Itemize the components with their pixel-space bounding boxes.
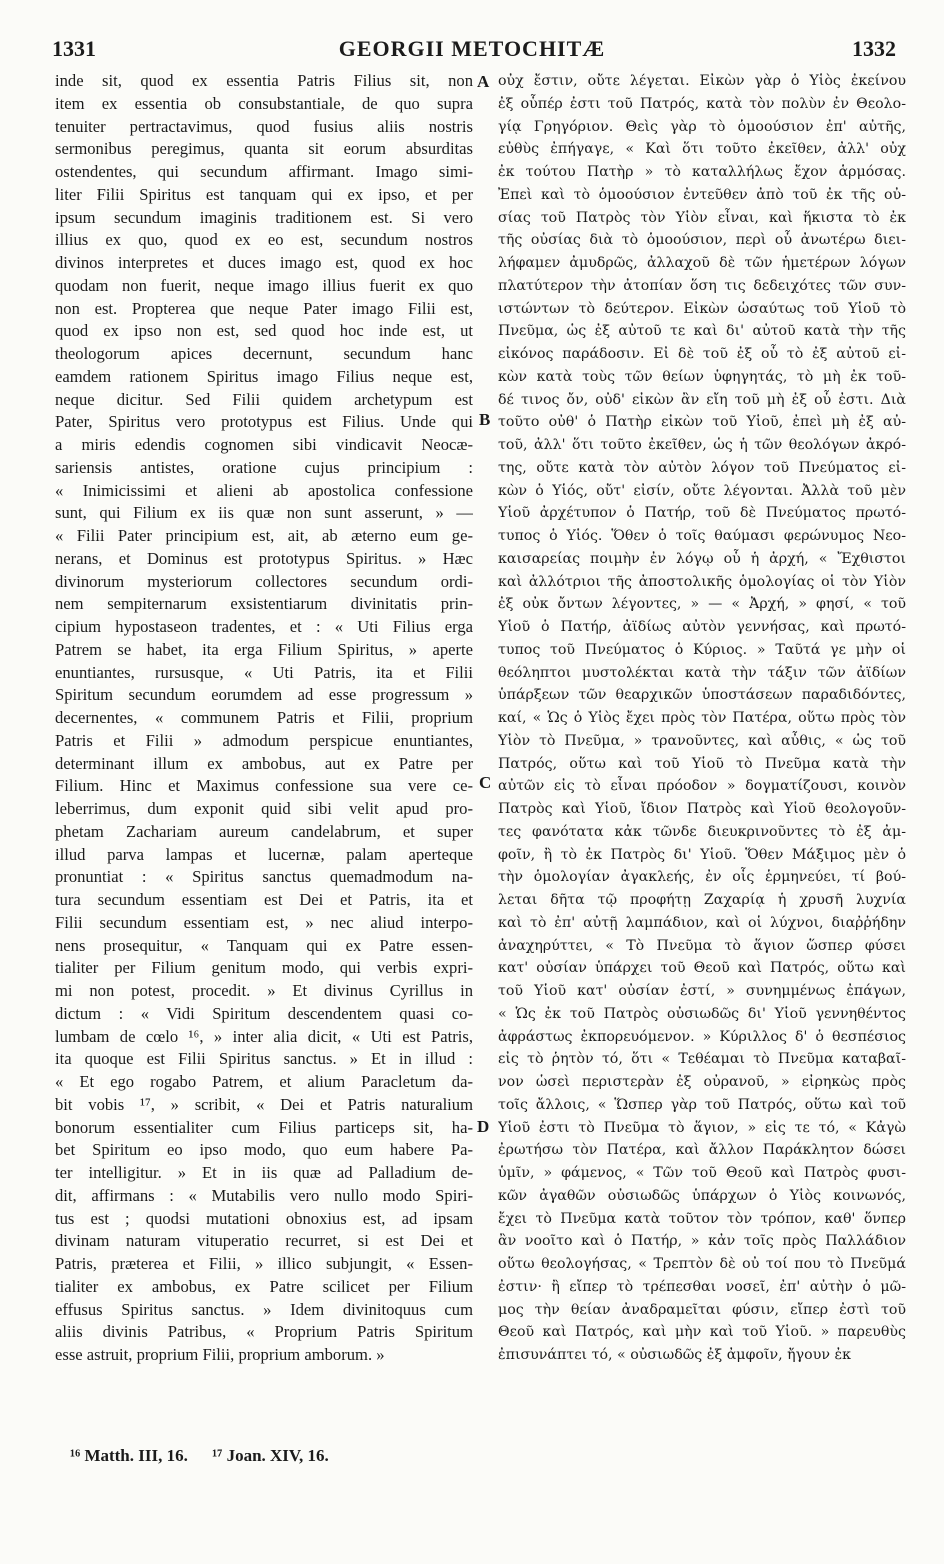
greek-text-line: κὼν κατὰ τοὺς τῶν θείων ὑφηγητάς, τὸ μὴ ἐκ τοῦ-: [498, 368, 906, 385]
greek-text-line: κῶν ἀγαθῶν οὐσιωδῶς ὑπάρχων ὁ Υἱὸς κοινωνός,: [498, 1187, 906, 1204]
latin-text-line: ter intelligitur. » Et in iis quæ ad Palladium de-: [55, 1163, 473, 1182]
page-number-left: 1331: [52, 36, 96, 61]
greek-text-line: Υἱοῦ ἀρχέτυπον ὁ Πατήρ, τοῦ δὲ Πνεύματος πρωτό-: [498, 505, 906, 522]
latin-text-line: mi non potest, procedit. » Et divinus Cyrillus in: [55, 981, 473, 1000]
greek-text-line: εὐθὺς ἐπήγαγε, « Καὶ ὅτι τοῦτο ἐκεῖθεν, ἀλλ' οὐχ: [498, 141, 906, 158]
latin-text-line: « Et ego rogabo Patrem, et alium Paracletum da-: [55, 1072, 473, 1091]
greek-text-line: ἐστιν· ἢ εἴπερ τὸ τρέπεσθαι νοσεῖ, ἐπ' αὐτὴν ὁ μῶ-: [498, 1278, 906, 1295]
latin-text-line: esse astruit, proprium Filii, proprium amborum. »: [55, 1345, 385, 1364]
greek-text-line: τῆς οὐσίας διὰ τὸ ὁμοούσιον, περὶ οὗ ἀνωτέρω διει-: [498, 232, 906, 249]
latin-text-line: determinant illum ex ambobus, aut ex Patre per: [55, 753, 473, 773]
greek-text-line: ἔχει τὸ Πνεῦμα κατὰ τοῦτον τὸν τρόπον, καθ' ὅνπερ: [498, 1210, 906, 1227]
greek-text-line: οὐχ ἔστιν, οὔτε λέγεται. Εἰκὼν γὰρ ὁ Υἱὸς ἐκείνου: [498, 73, 906, 89]
greek-text-line: « Ὡς ἐκ τοῦ Πατρὸς οὐσιωδῶς δι' Υἱοῦ γεννηθέντος: [498, 1005, 906, 1022]
greek-text-line: τυπος τοῦ Πνεύματος ὁ Κύριος. » Ταῦτά γε μὴν οἱ: [498, 641, 906, 658]
latin-text-line: tialiter per Filium genitum modo, qui verbis expri-: [55, 958, 473, 978]
greek-text-line: ἐπισυνάπτει τό, « οὐσιωδῶς ἐξ ἀμφοῖν, ἤγουν ἐκ: [498, 1347, 851, 1363]
greek-text-line: μος τὴν θείαν ἀναδραμεῖται φύσιν, εἴπερ ἐστὶ τοῦ: [498, 1301, 906, 1318]
latin-text-line: nerans, et Dominus est prototypus Spiritus. » Hæc: [55, 548, 473, 568]
greek-text-line: τοῦ, ἀλλ' ὅτι τοῦτο ἐκεῖθεν, ὡς ἡ τῶν θεολόγων ἀκρό-: [498, 437, 906, 453]
latin-text-line: pronuntiat : « Spiritus sanctus quemadmodum na-: [55, 867, 473, 887]
latin-text-line: leberrimus, dum exponit quid sibi velit apud pro-: [55, 799, 473, 818]
greek-text-line: καὶ τὸ ἐπ' αὐτῇ λαμπάδιον, καὶ οἱ λύχνοι, διαῤῥήδην: [498, 914, 906, 931]
greek-text-line: της, οὔτε κατὰ τὸν αὐτὸν λόγον τοῦ Πνεύματος εἰ-: [498, 459, 906, 476]
section-marker-d: D: [477, 1117, 490, 1136]
latin-text-line: bonorum essentialiter cum Filius particeps sit, ha-: [55, 1117, 473, 1137]
latin-text-line: decernentes, « communem Patris et Filii, proprium: [55, 708, 473, 727]
running-title: GEORGII METOCHITÆ: [338, 36, 606, 61]
greek-text-line: νον ὡσεὶ περιστερὰν ἐξ οὐρανοῦ, » εἰρηκὼς πρὸς: [498, 1074, 906, 1090]
latin-text-line: Patrem se habet, ita erga Filium Spiritus, » aperte: [55, 639, 473, 659]
greek-text-line: καὶ ἀλλότριοι τῆς ἀποστολικῆς ὁμολογίας οἱ τὸν Υἱὸν: [498, 573, 906, 590]
section-marker-c: C: [479, 773, 492, 792]
greek-text-line: τοῦτο οὐθ' ὁ Πατὴρ εἰκὼν τοῦ Υἱοῦ, ἐπεὶ μὴ ἐξ αὐ-: [498, 414, 906, 431]
latin-text-line: Patris et Filii » admodum perspicue enuntiantes,: [55, 730, 473, 750]
greek-text-line: ἂν νοοῖτο καὶ ὁ Πατήρ, » κἀν τοῖς πρὸς Παλλάδιον: [498, 1233, 906, 1250]
greek-text-line: λεται δῆτα τῷ προφήτῃ Ζαχαρίᾳ ἡ χρυσῆ λυχνία: [498, 892, 906, 908]
latin-text-line: nens prosequitur, « Tanquam qui ex Patre essen-: [55, 935, 473, 955]
latin-text-line: divinam naturam vituperatio recurret, si est Dei et: [55, 1231, 473, 1251]
section-marker-a: A: [477, 72, 490, 91]
greek-text-line: ὑμῖν, » φάμενος, « Τῶν τοῦ Θεοῦ καὶ Πατρὸς φυσι-: [498, 1165, 906, 1181]
greek-text-line: καί, « Ὡς ὁ Υἱὸς ἔχει πρὸς τὸν Πατέρα, οὕτω πρὸς τὸν: [498, 710, 906, 726]
greek-text-line: τοῦ Υἱοῦ κατ' οὐσίαν ἐστί, » συνημμένως ἐπάγων,: [498, 983, 906, 999]
greek-text-line: λήφαμεν ἀμυδρῶς, ἀλλαχοῦ δὲ τῶν ἡμετέρων λόγων: [498, 255, 906, 271]
footnote: ¹⁷ Joan. XIV, 16.: [212, 1446, 329, 1465]
latin-text-line: quod ex ipso non est, sed quod hoc inde est, ut: [55, 321, 473, 341]
latin-text-line: « Inimicissimi et alieni ab apostolica confessione: [55, 480, 473, 500]
latin-text-line: sunt, qui Filium ex iis quæ non sunt asserunt, » —: [55, 503, 473, 523]
greek-text-line: τες φανότατα κἀκ τῶνδε διευκρινοῦντες τὸ ἐξ ἀμ-: [498, 823, 906, 840]
latin-text-line: tialiter ex ambobus, ex Patre scilicet per Filium: [55, 1276, 473, 1296]
greek-text-line: τυπος ὁ Υἱός. Ὅθεν ὁ τοῖς θαύμασι φερώνυμος Νεο-: [498, 528, 906, 544]
latin-text-line: quodam non fuerit, neque imago illius fuerit ex quo: [55, 275, 473, 295]
latin-text-line: divinos interpretes et duces imago est, quod ex hoc: [55, 253, 473, 272]
latin-text-line: theologorum apices decernunt, secundum hanc: [55, 344, 473, 363]
greek-text-line: τὴν ὁμολογίαν ἀγακλεής, ἐν οἷς ἑρμηνεύει, τί βού-: [498, 869, 906, 886]
greek-text-line: ἀφράστως ἐκπορευόμενον. » Κύριλλος δ' ὁ θεσπέσιος: [498, 1028, 906, 1045]
greek-text-line: ἐξ οὗπέρ ἐστι τοῦ Πατρός, κατὰ τὸν πολὺν ἐν Θεολο-: [498, 95, 906, 112]
page-header: [0, 32, 944, 66]
latin-text-line: liter Filii Spiritus est tanquam qui ex ipso, et per: [55, 184, 473, 204]
greek-text-line: εἰς τὸ ῥητὸν τό, ὅτι « Τεθέαμαι τὸ Πνεῦμα καταβαῖ-: [498, 1051, 906, 1068]
latin-text-line: sermonibus peregimus, quanta sit eorum absurditas: [55, 139, 473, 159]
latin-text-line: Pater, Spiritus vero prototypus est Filius. Unde qui: [55, 412, 473, 432]
latin-text-line: tus est ; quodsi mutationi obnoxius est, ad ipsam: [55, 1208, 473, 1228]
greek-text-line: τοῖς ἄλλοις, « Ὥσπερ γὰρ τοῦ Πατρός, οὕτω καὶ τοῦ: [498, 1096, 906, 1113]
greek-text-line: θεόληπτοι μυστολέκται κατὰ τὴν τάξιν τῶν ἀϊδίων: [498, 664, 906, 681]
greek-text-line: καισαρείας ποιμὴν ἐν λόγῳ οὗ ἡ ἀρχή, « Ἔχθιστοι: [498, 550, 906, 567]
latin-text-line: lumbam de cœlo ¹⁶, » inter alia dicit, « Uti est Patris,: [55, 1026, 473, 1046]
latin-text-line: cipium hypostaseon tradentes, et : « Uti Filius erga: [55, 617, 473, 636]
latin-text-line: Patris, præterea et Filii, » illico subjungit, « Essen-: [55, 1254, 473, 1273]
latin-text-line: item ex essentia ob consubstantiale, de quo supra: [55, 93, 473, 113]
latin-text-line: ipsum secundum imaginis traditionem est. Si vero: [55, 207, 473, 227]
greek-text-line: σίας τοῦ Πατρὸς τὸν Υἱὸν εἶναι, καὶ ἥκιστα τὸ ἐκ: [498, 209, 906, 226]
latin-text-line: neque dicitur. Sed Filii quidem archetypum est: [55, 389, 473, 409]
greek-text-line: Υἱὸν τὸ Πνεῦμα, » τρανοῦντες, καὶ αὖθις, « ὡς τοῦ: [498, 732, 906, 749]
latin-text-line: ita quoque est Filii Spiritus sanctus. » Et in illud :: [55, 1049, 473, 1069]
latin-text-line: nem sempiternarum exsistentiarum divinitatis prin-: [55, 594, 473, 614]
latin-text-line: ostendentes, qui secundum affirmant. Imago simi-: [55, 162, 473, 181]
greek-text-line: ὑπάρξεων τῶν θεαρχικῶν ὑποστάσεων παραδιδόντες,: [498, 687, 906, 704]
latin-text-line: inde sit, quod ex essentia Patris Filius sit, non: [55, 71, 473, 90]
footnotes: [70, 1446, 349, 1466]
greek-text-line: γίᾳ Γρηγόριον. Θεὶς γὰρ τὸ ὁμοούσιον ἐπ' αὐτῆς,: [498, 118, 906, 135]
greek-text-line: κατ' οὐσίαν ὑπάρχει τοῦ Θεοῦ καὶ Πατρός, οὕτω καὶ: [498, 960, 906, 977]
latin-text-line: phetam Zachariam aureum candelabrum, et super: [55, 821, 473, 841]
latin-text-line: divinorum mysteriorum collectores secundum ordi-: [55, 571, 473, 591]
latin-column: [55, 70, 473, 1367]
latin-text-line: bit vobis ¹⁷, » scribit, « Dei et Patris naturalium: [55, 1094, 473, 1114]
latin-text-line: « Filii Pater principium est, ait, ab æterno eum ge-: [55, 526, 473, 545]
greek-text-line: Πατρὸς καὶ Υἱοῦ, ἴδιον Πατρὸς καὶ Υἱοῦ θεολογοῦν-: [498, 801, 906, 817]
latin-text-line: dictum : « Vidi Spiritum descendentem quasi co-: [55, 1003, 473, 1023]
greek-text-line: ἐρωτήσω τὸν Πατέρα, καὶ ἄλλον Παράκλητον δώσει: [498, 1142, 906, 1159]
latin-text-line: eamdem rationem Spiritus imago Filius neque est,: [55, 366, 473, 386]
latin-text-line: illud parva lampas et lucernæ, palam aperteque: [55, 844, 473, 864]
latin-text-line: tura secundum essentiam est Dei et Patris, ita et: [55, 890, 473, 909]
greek-text-line: πλατύτερον τὴν ἀτοπίαν ὅση τις δεδειχότες τῶν συν-: [498, 277, 906, 294]
latin-text-line: bet Spiritum eo ipso modo, quo eum habere Pa-: [55, 1140, 473, 1160]
latin-text-line: non est. Propterea que neque Pater imago Filii est,: [55, 298, 473, 318]
greek-column: [498, 70, 906, 1367]
greek-text-line: φοῖν, ἢ τὸ ἐκ Πατρὸς δι' Υἱοῦ. Ὅθεν Μάξιμος μὲν ὁ: [498, 846, 906, 863]
latin-text-line: enuntiantes, rursusque, « Uti Patris, ita et Filii: [55, 662, 473, 682]
greek-text-line: Πατρός, οὕτω καὶ τοῦ Υἱοῦ τὸ Πνεῦμα κατὰ τὴν: [498, 755, 906, 772]
greek-text-line: Θεοῦ καὶ Πατρός, καὶ μὴν καὶ τοῦ Υἱοῦ. » παρευθὺς: [498, 1324, 906, 1341]
latin-text-line: Filii secundum essentiam est, » nec aliud interpo-: [55, 912, 473, 932]
latin-text-line: illius ex quo, quod ex eo est, secundum nostros: [55, 230, 473, 250]
greek-text-line: αὐτῶν εἰς τὸ εἶναι πρόοδον » δογματίζουσι, κοινὸν: [498, 778, 906, 795]
latin-text-line: Filium. Hinc et Maximus confessione sua vere ce-: [55, 776, 473, 796]
section-marker-b: B: [479, 410, 491, 429]
latin-text-line: Spiritum secundum eorumdem ad esse progressum »: [55, 685, 473, 705]
greek-text-line: κὼν ὁ Υἱός, οὔτ' εἰσίν, οὔτε λέγονται. Ἀλλὰ τοῦ μὲν: [498, 482, 906, 499]
latin-text-line: sariensis antistes, oratione cujus principium :: [55, 457, 473, 477]
greek-text-line: οὕτω θεολογήσας, « Τρεπτὸν δὲ οὐ τοί που τὸ Πνεῦμά: [498, 1256, 906, 1272]
greek-text-line: ἐκ τούτου Πατὴρ » τὸ καταλλήλως ἔχον ἁρμόσας.: [498, 164, 906, 180]
latin-text-line: a miris edendis cognomen sibi vindicavit Neocæ-: [55, 435, 473, 454]
latin-text-line: aliis divinis Patribus, « Proprium Patris Spiritum: [55, 1322, 473, 1342]
greek-text-line: Υἱοῦ ὁ Πατήρ, ἀϊδίως αὐτὸν γεννήσας, καὶ πρωτό-: [498, 619, 906, 635]
latin-text-line: tenuiter pertractavimus, quod fusius aliis nostris: [55, 116, 473, 136]
greek-text-line: Πνεῦμα, ὡς ἐξ αὐτοῦ τε καὶ δι' αὐτοῦ κατὰ τὴν τῆς: [498, 323, 906, 340]
greek-text-line: ἀναχηρύττει, « Τὸ Πνεῦμα τὸ ἅγιον ὥσπερ φύσει: [498, 937, 906, 954]
greek-text-line: ἐξ οὐκ ὄντων λέγοντες, » — « Ἀρχή, » φησί, « τοῦ: [498, 596, 906, 613]
footnote: ¹⁶ Matth. III, 16.: [70, 1446, 188, 1465]
page-number-right: 1332: [852, 36, 896, 61]
greek-text-line: εἰκόνος παράδοσιν. Εἰ δὲ τοῦ ἐξ οὗ τὸ ἐξ αὐτοῦ εἰ-: [498, 346, 906, 362]
greek-text-line: Υἱοῦ ἐστι τὸ Πνεῦμα τὸ ἅγιον, » εἰς τε τό, « Κἀγὼ: [498, 1119, 906, 1136]
greek-text-line: δέ τινος ὄν, οὐδ' εἰκὼν ἂν εἴη τοῦ μὴ ἐξ οὗ ἐστι. Διὰ: [498, 391, 906, 408]
greek-text-line: Ἐπεὶ καὶ τὸ ὁμοούσιον ἐντεῦθεν ἀπὸ τοῦ ἐκ τῆς οὐ-: [498, 186, 906, 203]
latin-text-line: dit, affirmans : « Mutabilis vero nullo modo Spiri-: [55, 1185, 473, 1205]
greek-text-line: ιστώντων τὸ δεύτερον. Εἰκὼν ὡσαύτως τοῦ Υἱοῦ τὸ: [498, 300, 906, 317]
latin-text-line: effusus Spiritus sanctus. » Idem divinitoquus cum: [55, 1299, 473, 1319]
